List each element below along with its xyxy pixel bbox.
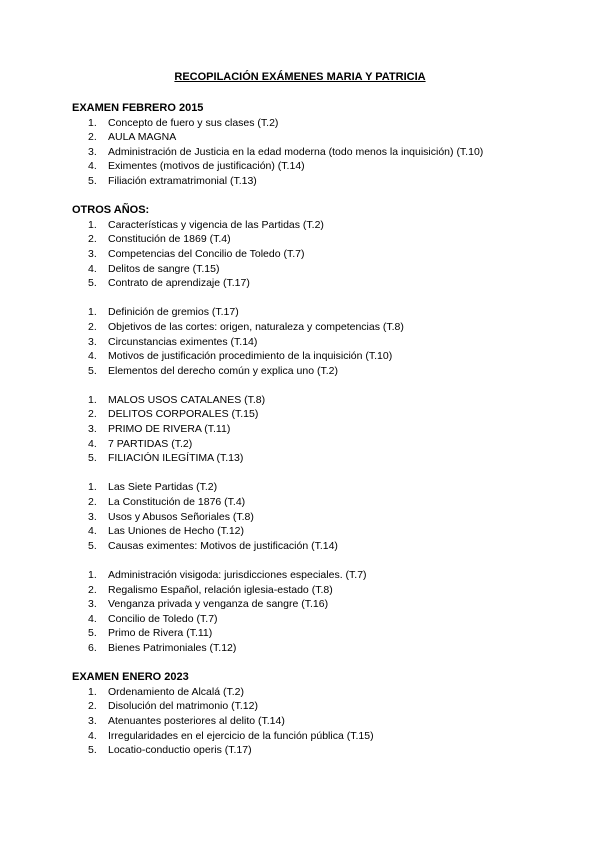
list-item-number: 5. <box>88 744 97 757</box>
list-item <box>72 495 542 510</box>
list-item-number: 1. <box>88 569 97 581</box>
list-item <box>72 159 542 174</box>
list-item-number: 2. <box>88 583 97 596</box>
list-item <box>72 422 542 437</box>
list-item-number: 3. <box>88 145 97 158</box>
list-item <box>72 524 542 539</box>
list-item-number: 5. <box>88 452 97 465</box>
document-title: RECOPILACIÓN EXÁMENES MARIA Y PATRICIA <box>174 71 426 83</box>
list-item-number: 1. <box>88 393 97 406</box>
section-heading-exam-feb-2015: EXAMEN FEBRERO 2015 <box>72 102 204 114</box>
list-item-number: 5. <box>88 539 97 552</box>
list-item-text: La Constitución de 1876 (T.4) <box>108 496 246 509</box>
group-gap <box>72 378 542 393</box>
list-item <box>72 612 542 627</box>
list-item <box>72 539 542 554</box>
list-item-number: 1. <box>88 306 97 319</box>
list-item-number: 2. <box>88 131 97 144</box>
exam-jan-2023-list <box>72 685 542 758</box>
list-item-number: 4. <box>88 729 97 742</box>
list-item-text: Contrato de aprendizaje (T.17) <box>108 277 250 290</box>
list-item-text: Usos y Abusos Señoriales (T.8) <box>108 510 254 523</box>
list-item-number: 4. <box>88 262 97 275</box>
list-item-text: Regalismo Español, relación iglesia-estado (T.8) <box>108 583 333 596</box>
list-item-text: AULA MAGNA <box>108 131 177 144</box>
list-item-text: Disolución del matrimonio (T.12) <box>108 700 258 713</box>
list-item-number: 4. <box>88 525 97 538</box>
list-item-text: Definición de gremios (T.17) <box>108 306 239 319</box>
list-item-number: 3. <box>88 335 97 348</box>
list-item <box>72 437 542 452</box>
section-heading-exam-jan-2023: EXAMEN ENERO 2023 <box>72 671 189 684</box>
list-item-number: 3. <box>88 423 97 436</box>
list-item-text: Bienes Patrimoniales (T.12) <box>108 641 237 654</box>
list-item-number: 1. <box>88 481 97 494</box>
list-item <box>72 583 542 598</box>
list-item <box>72 685 542 700</box>
list-item <box>72 568 542 583</box>
list-item-number: 1. <box>88 685 97 698</box>
list-item-text: PRIMO DE RIVERA (T.11) <box>108 423 231 436</box>
list-item-text: FILIACIÓN ILEGÍTIMA (T.13) <box>108 452 244 465</box>
list-item-text: Concilio de Toledo (T.7) <box>108 612 218 625</box>
group-gap <box>72 553 542 568</box>
list-item-number: 3. <box>88 714 97 727</box>
list-item-text: Atenuantes posteriores al delito (T.14) <box>108 714 285 727</box>
list-item <box>72 116 542 131</box>
list-item-text: Locatio-conductio operis (T.17) <box>108 744 252 757</box>
list-item-text: Primo de Rivera (T.11) <box>108 627 213 640</box>
section-heading-other-years: OTROS AÑOS: <box>72 204 150 217</box>
list-item <box>72 320 542 335</box>
list-item-text: Objetivos de las cortes: origen, naturaleza y competencias (T.8) <box>108 320 404 333</box>
list-item <box>72 626 542 641</box>
list-item <box>72 130 542 145</box>
list-item-text: Ordenamiento de Alcalá (T.2) <box>108 685 244 698</box>
document-content <box>72 101 542 758</box>
list-item-number: 5. <box>88 174 97 187</box>
list-item-text: Circunstancias eximentes (T.14) <box>108 335 258 348</box>
list-item <box>72 699 542 714</box>
list-item <box>72 247 542 262</box>
other-years-group-4-list <box>72 480 542 553</box>
list-item <box>72 349 542 364</box>
list-item-text: Filiación extramatrimonial (T.13) <box>108 174 257 187</box>
group-gap <box>72 466 542 481</box>
list-item <box>72 480 542 495</box>
list-item <box>72 641 542 656</box>
list-item-number: 2. <box>88 496 97 509</box>
other-years-group-1-list <box>72 218 542 291</box>
list-item-number: 5. <box>88 364 97 377</box>
list-item-text: Irregularidades en el ejercicio de la función pública (T.15) <box>108 729 374 742</box>
list-item-text: Elementos del derecho común y explica uno (T.2) <box>108 364 338 377</box>
list-item <box>72 174 542 189</box>
list-item-text: Venganza privada y venganza de sangre (T.16) <box>108 598 329 611</box>
list-item-text: Eximentes (motivos de justificación) (T.14) <box>108 160 305 173</box>
list-item-number: 3. <box>88 510 97 523</box>
list-item-number: 6. <box>88 641 97 654</box>
list-item-text: Administración de Justicia en la edad moderna (todo menos la inquisición) (T.10) <box>108 145 484 158</box>
list-item-number: 5. <box>88 277 97 290</box>
list-item-text: 7 PARTIDAS (T.2) <box>108 437 193 450</box>
list-item <box>72 218 542 233</box>
other-years-group-5-list <box>72 568 542 656</box>
list-item-number: 2. <box>88 700 97 713</box>
list-item-text: Las Siete Partidas (T.2) <box>108 481 218 494</box>
list-item-text: Delitos de sangre (T.15) <box>108 262 220 275</box>
list-item <box>72 335 542 350</box>
list-item <box>72 145 542 160</box>
group-gap <box>72 291 542 306</box>
list-item-number: 4. <box>88 612 97 625</box>
list-item-text: Causas eximentes: Motivos de justificación (T.14) <box>108 539 338 552</box>
list-item-number: 2. <box>88 320 97 333</box>
list-item <box>72 597 542 612</box>
list-item-number: 2. <box>88 408 97 421</box>
list-item <box>72 451 542 466</box>
list-item-number: 4. <box>88 350 97 363</box>
list-item-number: 4. <box>88 437 97 450</box>
list-item-text: Motivos de justificación procedimiento de la inquisición (T.10) <box>108 350 393 363</box>
list-item-text: Características y vigencia de las Partidas (T.2) <box>108 218 324 231</box>
list-item <box>72 276 542 291</box>
list-item <box>72 305 542 320</box>
list-item <box>72 232 542 247</box>
list-item <box>72 510 542 525</box>
list-item <box>72 743 542 758</box>
list-item-number: 2. <box>88 233 97 246</box>
list-item-number: 3. <box>88 598 97 611</box>
list-item-text: Administración visigoda: jurisdicciones especiales. (T.7) <box>108 569 367 581</box>
list-item <box>72 407 542 422</box>
other-years-group-3-list <box>72 393 542 466</box>
list-item-number: 1. <box>88 116 97 129</box>
list-item <box>72 262 542 277</box>
list-item-text: Constitución de 1869 (T.4) <box>108 233 231 246</box>
list-item-text: Las Uniones de Hecho (T.12) <box>108 525 244 538</box>
list-item-number: 3. <box>88 247 97 260</box>
list-item-text: MALOS USOS CATALANES (T.8) <box>108 393 266 406</box>
list-item-number: 1. <box>88 218 97 231</box>
section-gap <box>72 189 542 204</box>
section-gap <box>72 656 542 671</box>
list-item-text: Concepto de fuero y sus clases (T.2) <box>108 116 279 129</box>
exam-feb-2015-list <box>72 116 542 189</box>
other-years-group-2-list <box>72 305 542 378</box>
list-item <box>72 393 542 408</box>
list-item-text: Competencias del Concilio de Toledo (T.7) <box>108 247 305 260</box>
list-item-number: 5. <box>88 627 97 640</box>
list-item <box>72 729 542 744</box>
list-item <box>72 364 542 379</box>
list-item <box>72 714 542 729</box>
list-item-number: 4. <box>88 160 97 173</box>
list-item-text: DELITOS CORPORALES (T.15) <box>108 408 259 421</box>
